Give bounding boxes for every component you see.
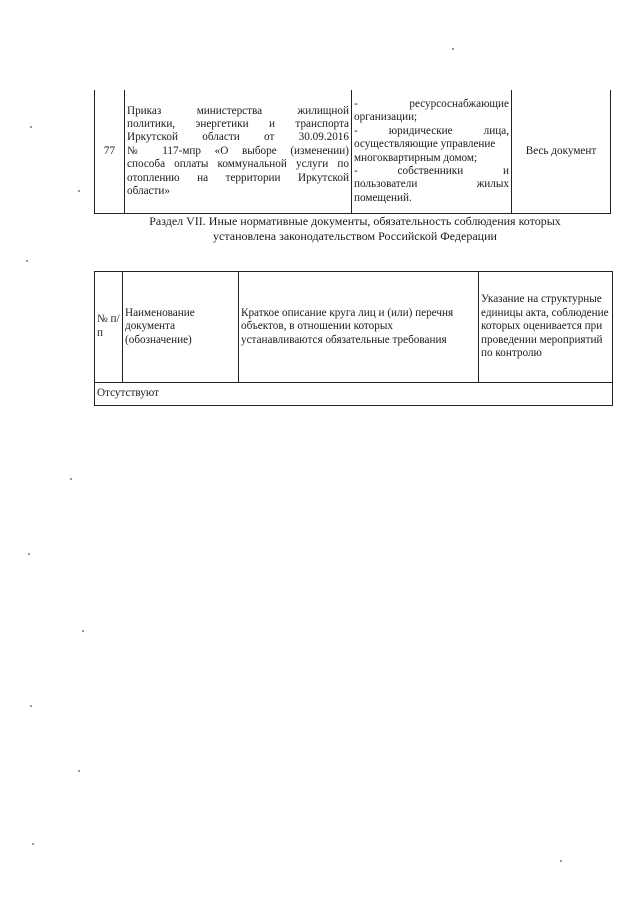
document-title-line: политики, энергетики и транспорта <box>127 117 349 130</box>
affected-persons-cell <box>352 90 512 214</box>
table-row <box>95 90 611 214</box>
persons-line: организации; <box>354 111 418 124</box>
absent-cell: Отсутствуют <box>95 383 613 406</box>
persons-line: осуществляющие управление <box>354 138 496 151</box>
section-heading <box>120 214 590 244</box>
section-vii-table <box>94 271 613 406</box>
document-title-line: отоплению на территории Иркутской <box>127 171 349 184</box>
persons-line: помещений. <box>354 191 412 204</box>
persons-line: - ресурсоснабжающие <box>354 97 509 110</box>
header-name: Наименование документа (обозначение) <box>123 272 239 383</box>
regulation-table-row-77 <box>94 90 611 214</box>
document-title-cell <box>125 90 352 214</box>
document-title-line: способа оплаты коммунальной услуги по <box>127 158 349 171</box>
row-number: 77 <box>95 90 125 214</box>
persons-line: - юридические лица, <box>354 124 509 137</box>
document-title-line: Приказ министерства жилищной <box>127 104 349 117</box>
document-title-line: Иркутской области от 30.09.2016 <box>127 131 349 144</box>
scope-cell: Весь документ <box>512 90 611 214</box>
header-units: Указание на структурные единицы акта, соблюдение которых оценивается при проведении мероприятий по контролю <box>479 272 613 383</box>
table-row <box>95 383 613 406</box>
section-heading-line: установлена законодательством Российской Федерации <box>213 229 497 243</box>
table-header-row <box>95 272 613 383</box>
section-heading-line: Раздел VII. Иные нормативные документы, обязательность соблюдения которых <box>149 214 561 228</box>
persons-line: - собственники и <box>354 164 509 177</box>
document-title-line: области» <box>127 185 170 198</box>
header-description: Краткое описание круга лиц и (или) перечня объектов, в отношении которых устанавливаются обязательные требования <box>239 272 479 383</box>
persons-line: многоквартирным домом; <box>354 151 478 164</box>
header-num: № п/п <box>95 272 123 383</box>
persons-line: пользователи жилых <box>354 178 509 191</box>
document-title-line: № 117-мпр «О выборе (изменении) <box>127 144 349 157</box>
